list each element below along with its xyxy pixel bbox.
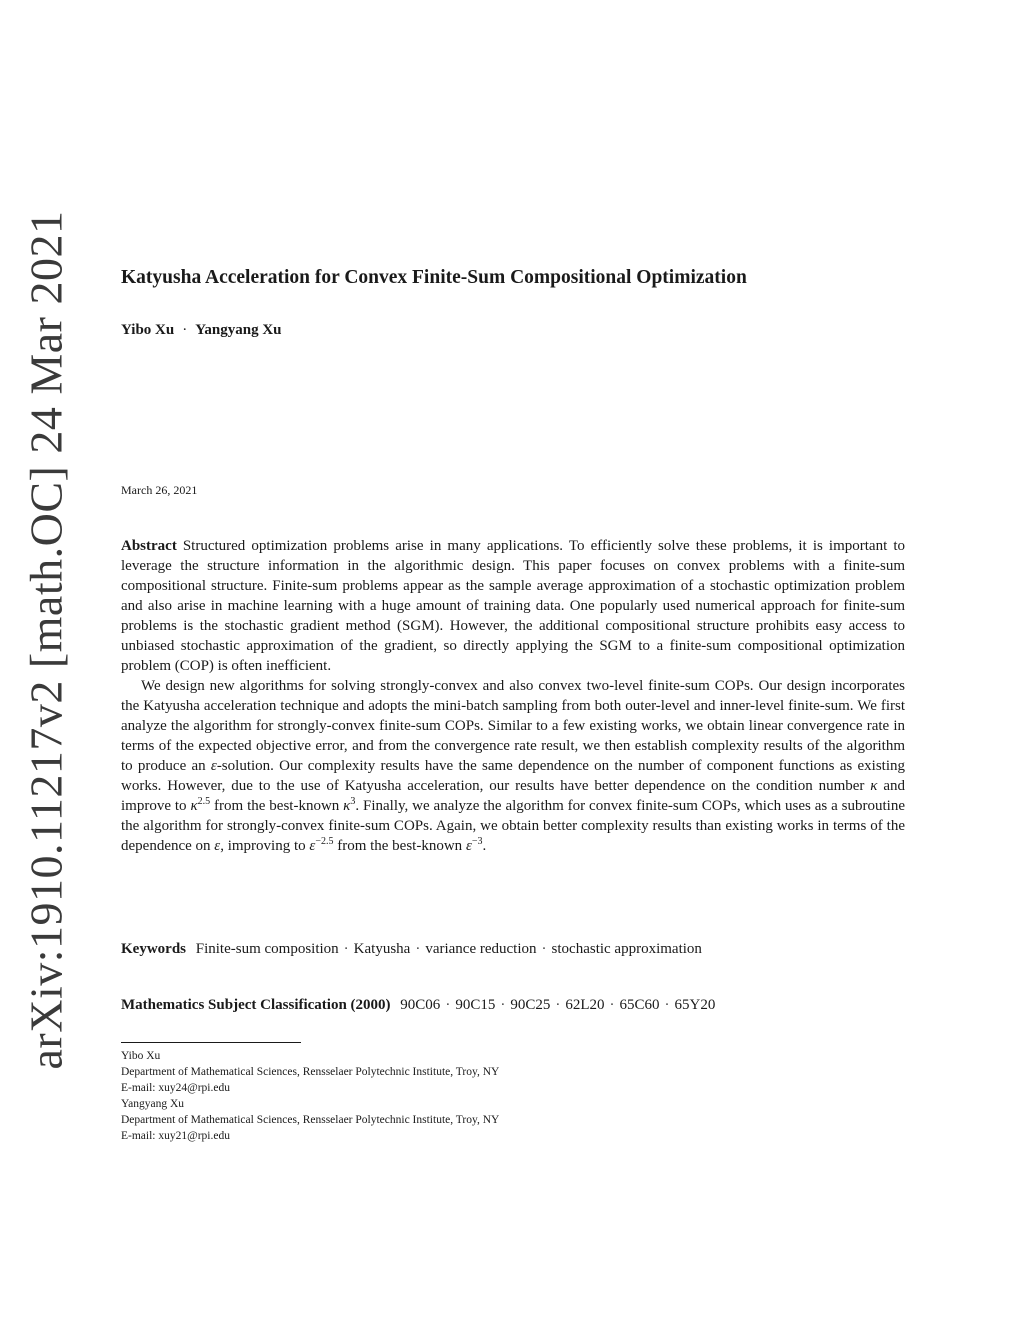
msc-code: 90C15	[455, 997, 496, 1013]
footnote-line: Yibo Xu	[121, 1050, 161, 1062]
footnote-rule	[121, 1042, 301, 1043]
footnote-email: E-mail: xuy21@rpi.edu	[121, 1130, 230, 1142]
msc-label: Mathematics Subject Classification (2000)	[121, 997, 391, 1013]
separator-dot: ·	[343, 941, 349, 957]
abstract-text: from the best-known	[333, 838, 466, 854]
author-footnote	[121, 1048, 905, 1144]
author-separator: ·	[182, 322, 188, 338]
math-symbol: ε	[309, 838, 316, 854]
math-symbol: ε	[465, 838, 472, 854]
math-symbol: ε	[210, 758, 217, 774]
footnote-line: Yangyang Xu	[121, 1098, 185, 1110]
separator-dot: ·	[609, 997, 615, 1013]
keywords-label: Keywords	[121, 941, 186, 957]
abstract	[121, 536, 905, 856]
abstract-text: , improving to	[220, 838, 310, 854]
separator-dot: ·	[445, 997, 451, 1013]
msc-code: 65C60	[619, 997, 660, 1013]
math-exponent: 2.5	[197, 796, 211, 807]
paper-title: Katyusha Acceleration for Convex Finite-Sum Compositional Optimization	[121, 267, 747, 288]
keywords	[121, 941, 905, 958]
footnote-line: Department of Mathematical Sciences, Rensselaer Polytechnic Institute, Troy, NY	[121, 1066, 500, 1078]
keyword: Katyusha	[353, 941, 411, 957]
keyword: Finite-sum composition	[195, 941, 339, 957]
paper-date: March 26, 2021	[121, 483, 198, 497]
math-exponent: 3	[350, 796, 356, 807]
msc-code: 90C06	[400, 997, 441, 1013]
msc-classification	[121, 997, 905, 1014]
abstract-text: . Finally, we analyze the algorithm for convex finite-sum COPs, which uses as a subroutine the algorithm for strongly-convex finite-sum COPs. Again, we obtain better complexity results than existing works in terms of the dependence on	[121, 798, 905, 854]
math-symbol: κ	[190, 798, 198, 814]
arxiv-identifier: arXiv:1910.11217v2 [math.OC] 24 Mar 2021	[20, 210, 72, 1070]
abstract-paragraph	[121, 536, 905, 676]
author-name: Yibo Xu	[121, 322, 175, 338]
msc-code: 90C25	[510, 997, 551, 1013]
separator-dot: ·	[664, 997, 670, 1013]
abstract-text: -solution. Our complexity results have the same dependence on the number of component functions as existing works. However, due to the use of Katyusha acceleration, our results have better dependence on the condition number	[121, 758, 905, 794]
keyword: stochastic approximation	[551, 941, 702, 957]
author-list	[121, 322, 905, 339]
abstract-text: .	[482, 838, 487, 854]
keyword: variance reduction	[425, 941, 537, 957]
math-symbol: κ	[870, 778, 878, 794]
separator-dot: ·	[500, 997, 506, 1013]
abstract-label: Abstract	[121, 538, 177, 554]
abstract-text: and improve to	[121, 778, 905, 814]
abstract-text: from the best-known	[210, 798, 344, 814]
math-exponent: −3	[471, 836, 483, 847]
msc-code: 62L20	[565, 997, 605, 1013]
abstract-paragraph	[121, 676, 905, 856]
separator-dot: ·	[555, 997, 561, 1013]
math-exponent: −2.5	[315, 836, 334, 847]
separator-dot: ·	[415, 941, 421, 957]
footnote-email: E-mail: xuy24@rpi.edu	[121, 1082, 230, 1094]
author-name: Yangyang Xu	[195, 322, 282, 338]
msc-code: 65Y20	[674, 997, 716, 1013]
separator-dot: ·	[541, 941, 547, 957]
math-symbol: ε	[214, 838, 221, 854]
abstract-text: We design new algorithms for solving strongly-convex and also convex two-level finite-sum COPs. Our design incorporates the Katyusha acceleration technique and adopts the mini-batch sampling from both outer-level and inner-level finite-sum. We first analyze the algorithm for strongly-convex finite-sum COPs. Similar to a few existing works, we obtain linear convergence rate in terms of the expected objective error, and from the convergence rate result, we then establish complexity results of the algorithm to produce an	[121, 678, 905, 774]
math-symbol: κ	[343, 798, 351, 814]
footnote-line: Department of Mathematical Sciences, Rensselaer Polytechnic Institute, Troy, NY	[121, 1114, 500, 1126]
abstract-text: Structured optimization problems arise in many applications. To efficiently solve these problems, it is important to leverage the structure information in the algorithmic design. This paper focuses on convex problems with a finite-sum compositional structure. Finite-sum problems appear as the sample average approximation of a stochastic optimization problem and also arise in machine learning with a huge amount of training data. One popularly used numerical approach for finite-sum problems is the stochastic gradient method (SGM). However, the additional compositional structure prohibits easy access to unbiased stochastic approximation of the gradient, so directly applying the SGM to a finite-sum compositional optimization problem (COP) is often inefficient.	[121, 538, 905, 674]
